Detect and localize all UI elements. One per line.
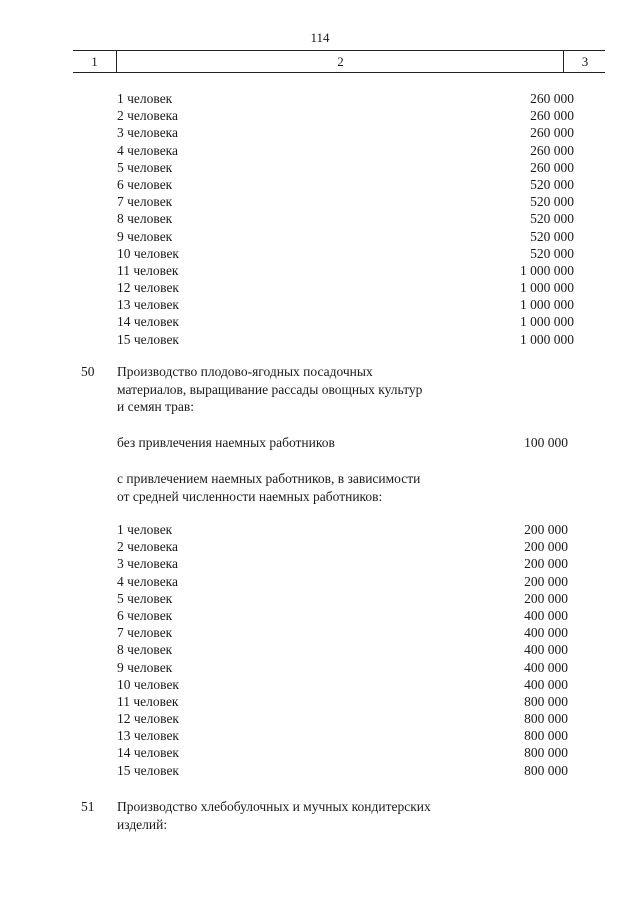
amount-value: 260 000	[530, 159, 574, 175]
list-item	[0, 210, 640, 227]
section-51-title-line: Производство хлебобулочных и мучных кондитерских	[117, 799, 431, 814]
employee-count-label: 3 человека	[117, 125, 179, 141]
amount-value: 1 000 000	[520, 280, 574, 296]
amount-value: 260 000	[530, 142, 574, 158]
employee-count-label: 2 человека	[117, 108, 179, 124]
employee-count-label: 6 человек	[117, 607, 173, 623]
amount-value: 400 000	[524, 607, 568, 623]
amount-value: 200 000	[524, 590, 568, 606]
section-number-50: 50	[81, 364, 95, 379]
amount-value: 520 000	[530, 194, 574, 210]
list-item	[0, 573, 640, 590]
list-item	[0, 744, 640, 761]
amount-value: 800 000	[524, 693, 568, 709]
employee-count-label: 8 человек	[117, 642, 173, 658]
list-item	[0, 228, 640, 245]
amount-value: 1 000 000	[520, 262, 574, 278]
list-item	[0, 624, 640, 641]
table-header	[73, 50, 605, 73]
amount-value: 400 000	[524, 642, 568, 658]
list-item	[0, 279, 640, 296]
list-item	[0, 538, 640, 555]
list-item	[0, 296, 640, 313]
amount-value: 400 000	[524, 676, 568, 692]
list-item	[0, 676, 640, 693]
employee-count-label: 5 человек	[117, 159, 173, 175]
list-item	[0, 142, 640, 159]
employee-count-label: 12 человек	[117, 280, 179, 296]
without-workers-row	[0, 434, 640, 452]
with-workers-text	[117, 470, 497, 505]
list-item	[0, 262, 640, 279]
employee-rate-list-a	[0, 90, 640, 348]
list-item	[0, 659, 640, 676]
amount-value: 400 000	[524, 625, 568, 641]
without-workers-label: без привлечения наемных работников	[117, 435, 335, 450]
employee-count-label: 13 человек	[117, 297, 179, 313]
amount-value: 800 000	[524, 745, 568, 761]
table-header-col-2: 2	[116, 51, 564, 72]
employee-count-label: 13 человек	[117, 728, 179, 744]
section-51-title-line: изделий:	[117, 816, 168, 832]
list-item	[0, 193, 640, 210]
list-item	[0, 159, 640, 176]
list-item	[0, 710, 640, 727]
section-50-title-line: Производство плодово-ягодных посадочных	[117, 364, 373, 379]
list-item	[0, 693, 640, 710]
employee-count-label: 15 человек	[117, 762, 179, 778]
employee-count-label: 10 человек	[117, 245, 179, 261]
table-header-col-3: 3	[563, 51, 606, 72]
list-item	[0, 590, 640, 607]
amount-value: 800 000	[524, 728, 568, 744]
employee-count-label: 11 человек	[117, 262, 179, 278]
with-workers-line: с привлечением наемных работников, в зависимости	[117, 471, 421, 486]
section-51-title	[117, 798, 497, 833]
list-item	[0, 107, 640, 124]
employee-count-label: 2 человека	[117, 539, 179, 555]
amount-value: 520 000	[530, 245, 574, 261]
amount-value: 520 000	[530, 228, 574, 244]
page-number: 114	[310, 30, 330, 45]
employee-count-label: 4 человека	[117, 142, 179, 158]
employee-count-label: 1 человек	[117, 91, 173, 106]
employee-count-label: 1 человек	[117, 522, 173, 537]
list-item	[0, 641, 640, 658]
employee-count-label: 11 человек	[117, 693, 179, 709]
list-item	[0, 521, 640, 538]
amount-value: 800 000	[524, 762, 568, 778]
employee-count-label: 12 человек	[117, 711, 179, 727]
amount-value: 260 000	[530, 125, 574, 141]
amount-value: 400 000	[524, 659, 568, 675]
list-item	[0, 124, 640, 141]
list-item	[0, 90, 640, 107]
section-50-title	[117, 363, 497, 416]
section-50-title-line: материалов, выращивание рассады овощных культур	[117, 381, 423, 397]
list-item	[0, 607, 640, 624]
employee-count-label: 8 человек	[117, 211, 173, 227]
section-number-51: 51	[81, 799, 95, 814]
list-item	[0, 313, 640, 330]
employee-count-label: 10 человек	[117, 676, 179, 692]
amount-value: 1 000 000	[520, 331, 574, 347]
list-item	[0, 331, 640, 348]
amount-value: 200 000	[524, 539, 568, 555]
amount-value: 800 000	[524, 711, 568, 727]
employee-count-label: 15 человек	[117, 331, 179, 347]
list-item	[0, 176, 640, 193]
amount-value: 200 000	[524, 556, 568, 572]
employee-count-label: 7 человек	[117, 625, 173, 641]
employee-count-label: 9 человек	[117, 228, 173, 244]
amount-value: 520 000	[530, 211, 574, 227]
without-workers-value: 100 000	[524, 435, 568, 450]
list-item	[0, 762, 640, 779]
amount-value: 200 000	[524, 573, 568, 589]
employee-count-label: 14 человек	[117, 745, 179, 761]
employee-rate-list-b	[0, 521, 640, 779]
employee-count-label: 4 человека	[117, 573, 179, 589]
amount-value: 1 000 000	[520, 297, 574, 313]
list-item	[0, 727, 640, 744]
section-50-title-line: и семян трав:	[117, 399, 195, 414]
table-header-col-1: 1	[91, 54, 98, 69]
employee-count-label: 3 человека	[117, 556, 179, 572]
employee-count-label: 6 человек	[117, 176, 173, 192]
list-item	[0, 555, 640, 572]
list-item	[0, 245, 640, 262]
amount-value: 260 000	[530, 108, 574, 124]
employee-count-label: 14 человек	[117, 314, 179, 330]
employee-count-label: 5 человек	[117, 590, 173, 606]
amount-value: 200 000	[524, 522, 568, 537]
amount-value: 1 000 000	[520, 314, 574, 330]
amount-value: 520 000	[530, 176, 574, 192]
employee-count-label: 9 человек	[117, 659, 173, 675]
amount-value: 260 000	[530, 91, 574, 106]
employee-count-label: 7 человек	[117, 194, 173, 210]
with-workers-line: от средней численности наемных работников:	[117, 488, 383, 504]
